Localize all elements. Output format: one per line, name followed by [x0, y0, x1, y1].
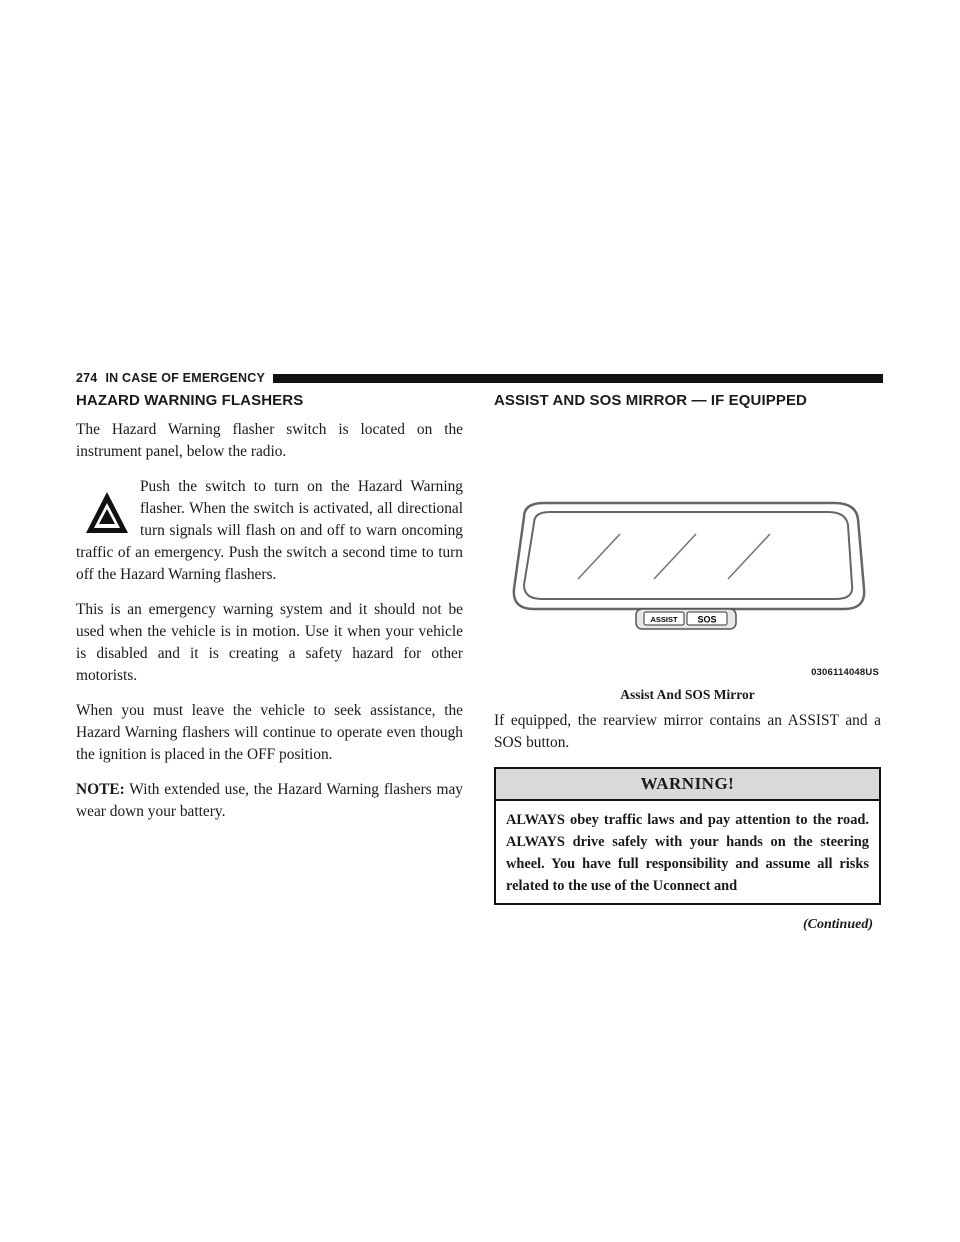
- hazard-intro: The Hazard Warning flasher switch is located on the instrument panel, below the radio.: [76, 421, 463, 460]
- mirror-heading: ASSIST AND SOS MIRROR — IF EQUIPPED: [494, 392, 807, 409]
- figure-caption: Assist And SOS Mirror: [620, 687, 755, 702]
- hazard-heading: HAZARD WARNING FLASHERS: [76, 392, 304, 409]
- hazard-triangle-icon: [84, 490, 130, 536]
- assist-button-label: ASSIST: [650, 615, 678, 624]
- warning-text: ALWAYS obey traffic laws and pay attention to the road. ALWAYS drive safely with your hands on the steering wheel. You have full responsibility and assume all risks related to the use of the Uconnect and: [506, 812, 869, 894]
- hazard-usage: This is an emergency warning system and it should not be used when the vehicle is in motion. Use it when your vehicle is disabled and it is creating a safety hazard for other motorists.: [76, 601, 463, 684]
- left-column: [76, 392, 463, 836]
- continued-label: (Continued): [802, 917, 873, 932]
- right-column: [494, 392, 881, 933]
- hazard-note: [76, 779, 463, 823]
- figure-code: 0306114048US: [811, 667, 879, 678]
- warning-box: [494, 767, 881, 905]
- sos-button-label: SOS: [697, 614, 717, 625]
- header-rule: [273, 374, 883, 383]
- section-title: IN CASE OF EMERGENCY: [105, 371, 266, 385]
- warning-title: WARNING!: [496, 769, 879, 801]
- note-text: With extended use, the Hazard Warning flashers may wear down your battery.: [76, 781, 463, 820]
- page-number: 274: [76, 371, 98, 385]
- hazard-instruction-text: Push the switch to turn on the Hazard Warning flasher. When the switch is activated, all directional turn signals will flash on and off to warn oncoming traffic of an emergency. Push the switch a second time to turn off the Hazard Warning flashers.: [76, 478, 463, 583]
- hazard-ignition: When you must leave the vehicle to seek assistance, the Hazard Warning flashers will continue to operate even though the ignition is placed in the OFF position.: [76, 702, 463, 763]
- note-label: NOTE:: [76, 781, 125, 798]
- hazard-instruction: [76, 476, 463, 586]
- mirror-description: If equipped, the rearview mirror contains an ASSIST and a SOS button.: [494, 712, 881, 751]
- mirror-illustration: [494, 419, 881, 681]
- page-header: [76, 370, 883, 386]
- mirror-figure: [494, 419, 881, 681]
